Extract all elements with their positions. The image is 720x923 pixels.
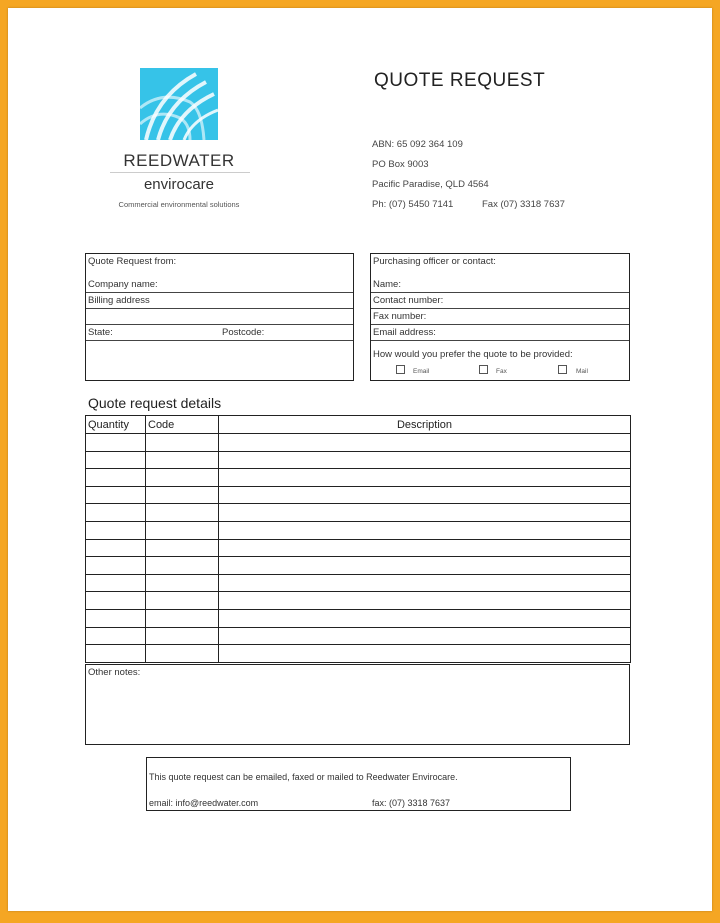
description-cell[interactable] <box>219 592 631 610</box>
footer-fax: fax: (07) 3318 7637 <box>372 798 451 808</box>
customer-details-box <box>85 253 354 381</box>
abn-text: ABN: 65 092 364 109 <box>372 139 463 150</box>
table-row <box>86 557 631 575</box>
page-title: QUOTE REQUEST <box>374 70 546 91</box>
quantity-column-header: Quantity <box>86 416 146 434</box>
description-cell[interactable] <box>219 539 631 557</box>
company-name-label: Company name: <box>88 279 158 290</box>
code-cell[interactable] <box>146 434 219 452</box>
brand-tagline: Commercial environmental solutions <box>118 200 240 209</box>
footer-email: email: info@reedwater.com <box>149 798 259 808</box>
mail-checkbox[interactable] <box>558 365 567 374</box>
footer-contact-box <box>146 757 571 811</box>
quantity-cell[interactable] <box>86 609 146 627</box>
code-cell[interactable] <box>146 486 219 504</box>
table-row <box>86 574 631 592</box>
quantity-cell[interactable] <box>86 645 146 663</box>
fax-checkbox[interactable] <box>479 365 488 374</box>
table-row <box>86 521 631 539</box>
code-cell[interactable] <box>146 521 219 539</box>
table-row <box>86 434 631 452</box>
table-row <box>86 539 631 557</box>
description-cell[interactable] <box>219 434 631 452</box>
quantity-cell[interactable] <box>86 574 146 592</box>
quote-from-label: Quote Request from: <box>88 256 177 267</box>
details-table-body <box>86 434 631 663</box>
description-column-header: Description <box>219 416 631 434</box>
email-address-label: Email address: <box>373 327 436 338</box>
quantity-cell[interactable] <box>86 434 146 452</box>
description-cell[interactable] <box>219 469 631 487</box>
quantity-cell[interactable] <box>86 627 146 645</box>
description-cell[interactable] <box>219 627 631 645</box>
other-notes-label: Other notes: <box>88 667 141 678</box>
description-cell[interactable] <box>219 486 631 504</box>
details-section-title: Quote request details <box>88 395 222 411</box>
divider <box>86 340 353 341</box>
table-row <box>86 592 631 610</box>
description-cell[interactable] <box>219 451 631 469</box>
brand-name: REEDWATER <box>123 151 235 170</box>
description-cell[interactable] <box>219 557 631 575</box>
code-cell[interactable] <box>146 627 219 645</box>
code-cell[interactable] <box>146 504 219 522</box>
quantity-cell[interactable] <box>86 469 146 487</box>
code-cell[interactable] <box>146 609 219 627</box>
table-row <box>86 486 631 504</box>
quantity-cell[interactable] <box>86 557 146 575</box>
table-header-row <box>86 416 631 434</box>
quantity-cell[interactable] <box>86 504 146 522</box>
quantity-cell[interactable] <box>86 592 146 610</box>
quote-details-table <box>85 415 631 663</box>
contact-name-label: Name: <box>373 279 401 290</box>
description-cell[interactable] <box>219 504 631 522</box>
code-cell[interactable] <box>146 469 219 487</box>
fax-text: Fax (07) 3318 7637 <box>482 199 565 210</box>
description-cell[interactable] <box>219 645 631 663</box>
table-row <box>86 627 631 645</box>
reedwater-logo-icon <box>140 68 218 140</box>
fax-number-label: Fax number: <box>373 311 427 322</box>
city-text: Pacific Paradise, QLD 4564 <box>372 179 489 190</box>
contact-number-label: Contact number: <box>373 295 444 306</box>
brand-subtitle: envirocare <box>143 176 215 193</box>
email-checkbox[interactable] <box>396 365 405 374</box>
quantity-cell[interactable] <box>86 521 146 539</box>
other-notes-box[interactable] <box>85 664 630 745</box>
table-row <box>86 451 631 469</box>
divider <box>86 324 353 325</box>
mail-option-label: Mail <box>576 368 588 375</box>
code-cell[interactable] <box>146 451 219 469</box>
description-cell[interactable] <box>219 521 631 539</box>
billing-address-label: Billing address <box>88 295 150 306</box>
quantity-cell[interactable] <box>86 486 146 504</box>
brand-divider <box>110 172 250 173</box>
quote-request-form <box>8 8 712 911</box>
phone-text: Ph: (07) 5450 7141 <box>372 199 454 210</box>
quantity-cell[interactable] <box>86 539 146 557</box>
code-cell[interactable] <box>146 592 219 610</box>
table-row <box>86 504 631 522</box>
divider <box>371 308 629 309</box>
footer-message: This quote request can be emailed, faxed or mailed to Reedwater Envirocare. <box>149 772 458 782</box>
delivery-preference-label: How would you prefer the quote to be provided: <box>373 349 573 360</box>
divider <box>86 292 353 293</box>
code-cell[interactable] <box>146 557 219 575</box>
email-option-label: Email <box>413 368 430 375</box>
state-label: State: <box>88 327 113 338</box>
table-row <box>86 609 631 627</box>
quantity-cell[interactable] <box>86 451 146 469</box>
postcode-label: Postcode: <box>222 327 265 338</box>
table-row <box>86 645 631 663</box>
code-cell[interactable] <box>146 645 219 663</box>
fax-option-label: Fax <box>496 368 507 375</box>
purchasing-officer-label: Purchasing officer or contact: <box>373 256 496 267</box>
table-row <box>86 469 631 487</box>
contact-details-box <box>370 253 630 381</box>
description-cell[interactable] <box>219 609 631 627</box>
divider <box>371 292 629 293</box>
code-cell[interactable] <box>146 574 219 592</box>
divider <box>86 308 353 309</box>
description-cell[interactable] <box>219 574 631 592</box>
po-box-text: PO Box 9003 <box>372 159 429 170</box>
divider <box>371 324 629 325</box>
code-cell[interactable] <box>146 539 219 557</box>
divider <box>371 340 629 341</box>
code-column-header: Code <box>146 416 219 434</box>
